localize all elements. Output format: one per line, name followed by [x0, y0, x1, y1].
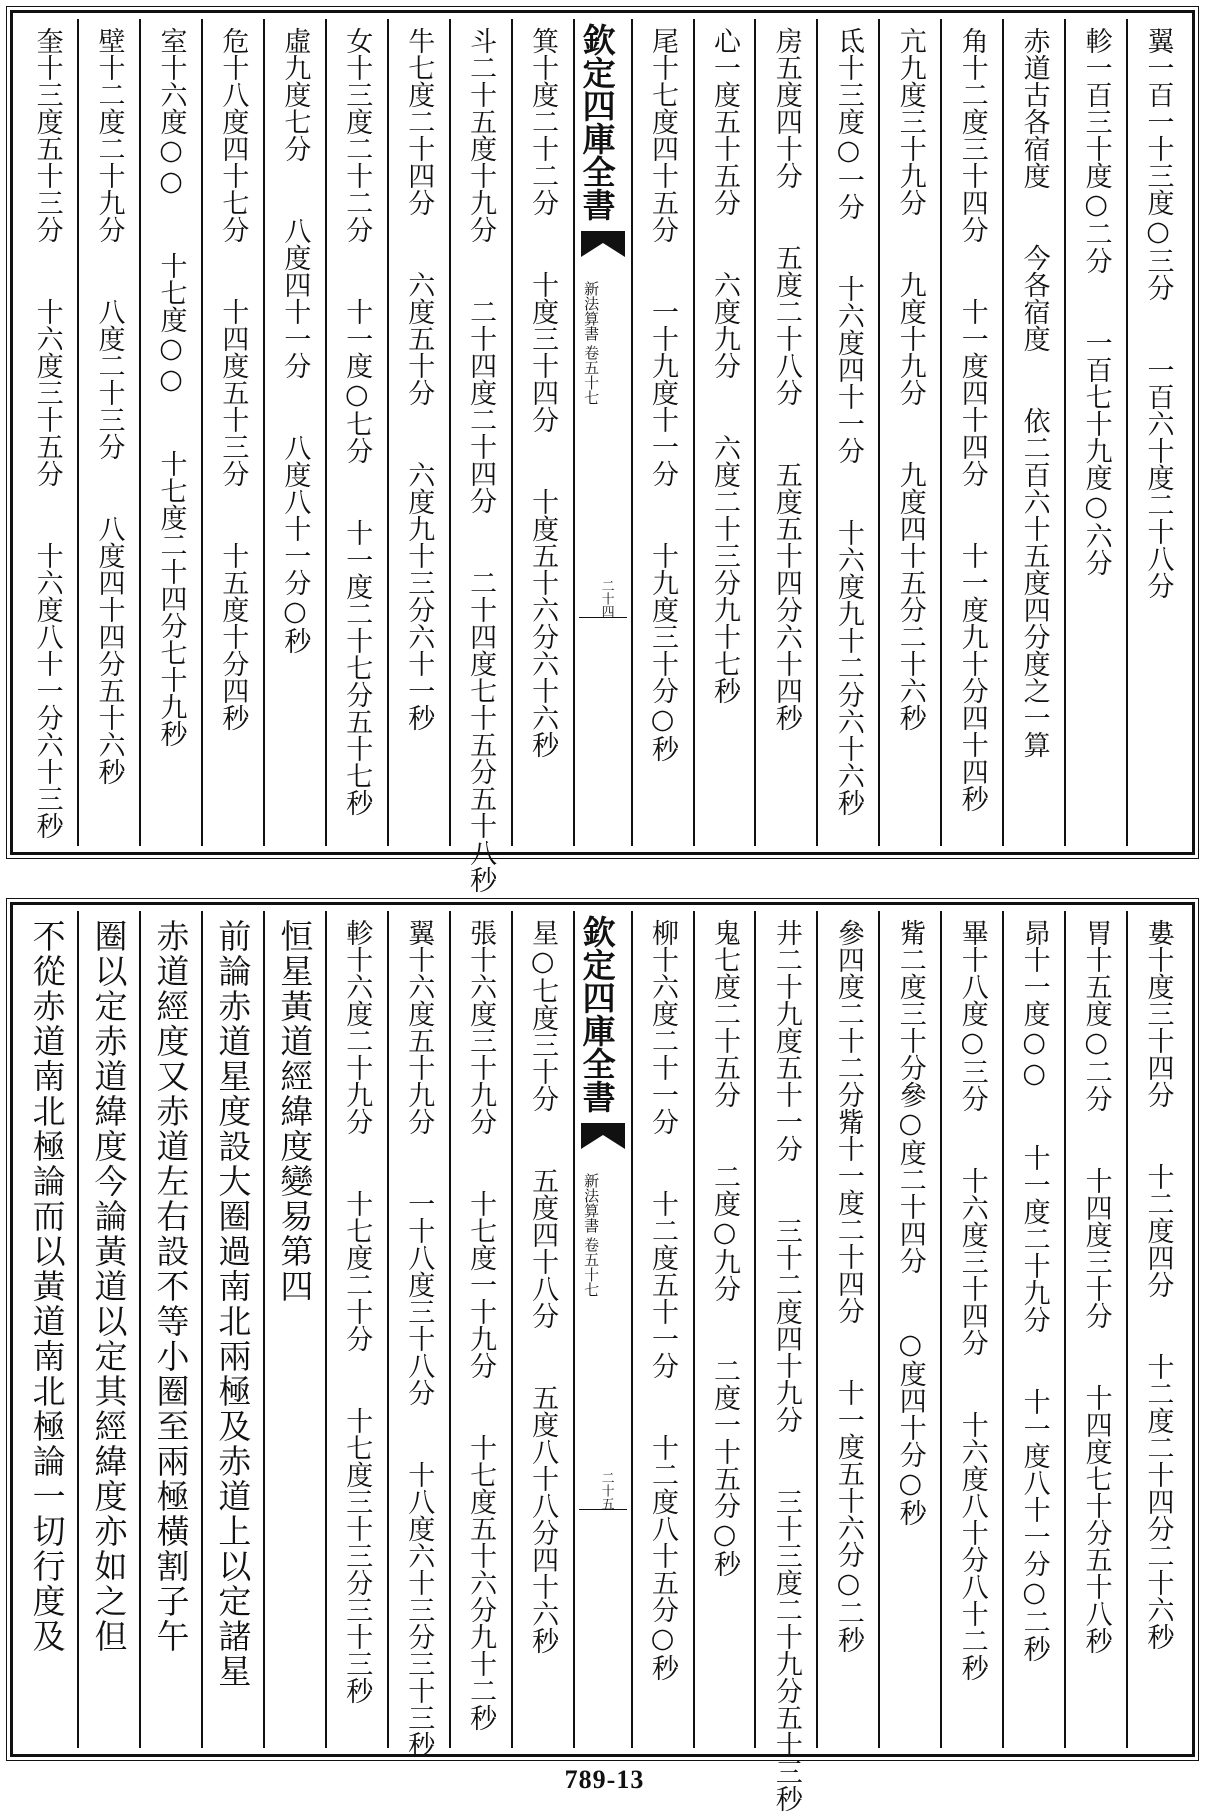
top-column: [387, 19, 449, 846]
fishtail-mark-icon: [581, 231, 625, 271]
column-segment: 二十四度二十四分: [465, 298, 497, 514]
column-segment: 參四度二十二分觜十一度二十四分: [832, 919, 864, 1324]
bottom-prose-column: [77, 911, 139, 1748]
column-text: [403, 911, 435, 1758]
column-segment: 一十八度三十八分: [403, 1190, 435, 1406]
bottom-column: [878, 911, 940, 1748]
margin-page-number: 二十五: [598, 1471, 614, 1510]
column-segment: 虛九度七分: [279, 27, 311, 162]
column-segment: 赤道古各宿度: [1018, 27, 1050, 189]
column-segment: 十一度五十六分○二秒: [832, 1379, 864, 1653]
page-number: 789-13: [564, 1765, 645, 1794]
column-text: [956, 911, 988, 1748]
column-text: [27, 911, 67, 1748]
top-page-panel: [10, 10, 1195, 893]
column-segment: 八度四十四分五十六秒: [93, 515, 125, 785]
column-segment: 十九度三十分○秒: [647, 542, 679, 762]
column-segment: 六度九分: [708, 271, 740, 379]
top-column: [17, 19, 77, 846]
column-segment: 角十二度三十四分: [956, 27, 988, 243]
top-column: [77, 19, 139, 846]
column-segment: 十二度五十一分: [647, 1190, 679, 1379]
column-segment: 八度四十一分: [279, 217, 311, 379]
column-segment: 十四度五十三分: [217, 298, 249, 487]
column-segment: 十七度五十六分九十二秒: [465, 1434, 497, 1731]
column-segment: 二十四度七十五分五十八秒: [465, 569, 497, 893]
column-segment: 十度三十四分: [527, 271, 559, 433]
column-segment: 三十二度四十九分: [770, 1217, 802, 1433]
column-segment: 恒星黃道經緯度變易第四: [275, 919, 315, 1304]
margin-title: 欽定四庫全書: [577, 915, 617, 1113]
bottom-column: [511, 911, 573, 1748]
top-columns: [17, 19, 1188, 893]
column-segment: 鬼七度二十五分: [708, 919, 740, 1108]
bottom-column: [387, 911, 449, 1758]
column-segment: 十四度七十分五十八秒: [1080, 1384, 1112, 1654]
column-segment: 十六度八十一分六十三秒: [31, 542, 63, 839]
column-text: [151, 911, 191, 1748]
column-text: [1018, 19, 1050, 846]
column-segment: 十一度八十一分○二秒: [1018, 1388, 1050, 1662]
bottom-column: [693, 911, 755, 1748]
top-column: [816, 19, 878, 846]
column-segment: 十七度一十九分: [465, 1190, 497, 1379]
column-segment: 十一度九十分四十四秒: [956, 542, 988, 812]
margin-title: 欽定四庫全書: [577, 23, 617, 221]
column-segment: 箕十度二十二分: [527, 27, 559, 216]
column-text: [31, 19, 63, 846]
column-segment: 二度○九分: [708, 1163, 740, 1302]
column-segment: 胃十五度○二分: [1080, 919, 1112, 1112]
column-segment: 十一度○七分: [341, 298, 373, 464]
column-segment: 柳十六度二十一分: [647, 919, 679, 1135]
column-text: [1018, 911, 1050, 1748]
column-segment: 一百七十九度○六分: [1080, 329, 1112, 576]
fishtail-mark-icon: [581, 1123, 625, 1163]
column-segment: 一十九度十一分: [647, 298, 679, 487]
column-segment: 六度五十分: [403, 271, 435, 406]
bottom-column: [940, 911, 1002, 1748]
column-text: [647, 19, 679, 846]
column-segment: 畢十八度○三分: [956, 919, 988, 1112]
bottom-column: [1002, 911, 1064, 1748]
column-text: [708, 19, 740, 846]
column-segment: 一百六十度二十八分: [1142, 356, 1174, 599]
column-segment: 十二度二十四分二十六秒: [1142, 1353, 1174, 1650]
margin-book-title: [583, 281, 600, 405]
margin-book-line: 卷五十七: [582, 1237, 601, 1297]
bottom-column: [449, 911, 511, 1748]
column-text: [1142, 19, 1174, 846]
column-text: [403, 19, 435, 846]
column-segment: 壁十二度二十九分: [93, 27, 125, 243]
column-segment: 八度八十一分○秒: [279, 434, 311, 654]
column-text: [770, 19, 802, 846]
column-text: [708, 911, 740, 1748]
column-segment: 十一度二十九分: [1018, 1144, 1050, 1333]
column-segment: 十八度六十三分三十三秒: [403, 1461, 435, 1758]
column-segment: 九度十九分: [894, 271, 926, 406]
column-segment: 斗二十五度十九分: [465, 27, 497, 243]
column-text: [341, 911, 373, 1748]
column-text: [275, 911, 315, 1748]
column-segment: 五度四十八分: [527, 1167, 559, 1329]
column-text: [217, 19, 249, 846]
column-segment: 五度八十八分四十六秒: [527, 1384, 559, 1654]
column-segment: 九度四十五分二十六秒: [894, 461, 926, 731]
column-segment: 女十三度二十二分: [341, 27, 373, 243]
column-segment: 六度二十三分九十七秒: [708, 434, 740, 704]
margin-book-title: [583, 1173, 600, 1297]
column-segment: 星○七度三十分: [527, 919, 559, 1112]
column-segment: 五度二十八分: [770, 244, 802, 406]
column-segment: 前論赤道星度設大圈過南北兩極及赤道上以定諸星: [213, 919, 253, 1689]
column-segment: 井二十九度五十一分: [770, 919, 802, 1162]
column-segment: ○度四十分○秒: [894, 1329, 926, 1526]
column-text: [832, 19, 864, 846]
column-text: [832, 911, 864, 1748]
bottom-column: [754, 911, 816, 1812]
column-segment: 十六度九十二分六十六秒: [832, 519, 864, 816]
top-column: [449, 19, 511, 893]
column-segment: 翼十六度五十九分: [403, 919, 435, 1135]
column-text: [647, 911, 679, 1748]
column-text: [770, 911, 802, 1812]
column-text: [956, 19, 988, 846]
column-segment: 十四度三十分: [1080, 1167, 1112, 1329]
margin-rule: [579, 1509, 627, 1510]
bottom-column: [1126, 911, 1188, 1748]
column-segment: 不從赤道南北極論而以黃道南北極論一切行度及: [27, 919, 67, 1654]
column-segment: 十六度八十分八十二秒: [956, 1411, 988, 1681]
bottom-prose-column: [17, 911, 77, 1748]
column-segment: 尾十七度四十五分: [647, 27, 679, 243]
column-text: [93, 19, 125, 846]
column-segment: 軫十六度二十九分: [341, 919, 373, 1135]
bottom-column: [1064, 911, 1126, 1748]
top-center-margin: [573, 19, 631, 846]
top-column: [263, 19, 325, 846]
top-column: [139, 19, 201, 846]
column-segment: 依二百六十五度四分度之一算: [1018, 407, 1050, 758]
margin-book-line: 卷五十七: [582, 345, 601, 405]
margin-book-line: 新法算書: [582, 1173, 601, 1233]
column-segment: 十五度十分四秒: [217, 542, 249, 731]
top-column: [1002, 19, 1064, 846]
column-segment: 十六度三十四分: [956, 1167, 988, 1356]
bottom-center-margin: [573, 911, 631, 1748]
column-segment: 室十六度○○: [155, 27, 187, 197]
column-text: [527, 911, 559, 1748]
column-text: [279, 19, 311, 846]
column-segment: 亢九度三十九分: [894, 27, 926, 216]
top-column: [631, 19, 693, 846]
top-column: [940, 19, 1002, 846]
top-column: [878, 19, 940, 846]
column-text: [341, 19, 373, 846]
column-text: [213, 911, 253, 1748]
top-column: [1064, 19, 1126, 846]
column-segment: 六度九十三分六十一秒: [403, 461, 435, 731]
column-segment: 翼一百一十三度○三分: [1142, 27, 1174, 301]
column-segment: 十六度三十五分: [31, 298, 63, 487]
top-column: [693, 19, 755, 846]
bottom-prose-column: [263, 911, 325, 1748]
column-text: [465, 19, 497, 893]
margin-book-line: 新法算書: [582, 281, 601, 341]
bottom-prose-column: [139, 911, 201, 1748]
column-segment: 牛七度二十四分: [403, 27, 435, 216]
column-segment: 奎十三度五十三分: [31, 27, 63, 243]
margin-rule: [579, 617, 627, 618]
column-segment: 氐十三度○一分: [832, 27, 864, 220]
column-segment: 十六度四十一分: [832, 275, 864, 464]
column-segment: 二度一十五分○秒: [708, 1357, 740, 1577]
top-column: [511, 19, 573, 846]
top-column: [201, 19, 263, 846]
column-text: [1080, 19, 1112, 846]
bottom-column: [816, 911, 878, 1748]
top-column: [1126, 19, 1188, 846]
column-text: [155, 19, 187, 846]
column-segment: 今各宿度: [1018, 244, 1050, 352]
column-text: [1080, 911, 1112, 1748]
top-column: [754, 19, 816, 846]
column-segment: 十七度○○: [155, 252, 187, 395]
top-column: [325, 19, 387, 846]
column-segment: 圈以定赤道緯度今論黃道以定其經緯度亦如之但: [89, 919, 129, 1654]
column-text: [894, 19, 926, 846]
column-text: [89, 911, 129, 1748]
column-segment: 軫一百三十度○二分: [1080, 27, 1112, 274]
column-segment: 十二度八十五分○秒: [647, 1434, 679, 1681]
column-segment: 心一度五十五分: [708, 27, 740, 216]
column-segment: 十七度二十四分七十九秒: [155, 450, 187, 747]
column-segment: 十七度三十三分三十三秒: [341, 1407, 373, 1704]
column-segment: 張十六度三十九分: [465, 919, 497, 1135]
bottom-column: [631, 911, 693, 1748]
bottom-column: [325, 911, 387, 1748]
column-segment: 十度五十六分六十六秒: [527, 488, 559, 758]
column-segment: 房五度四十分: [770, 27, 802, 189]
column-segment: 五度五十四分六十四秒: [770, 461, 802, 731]
column-segment: 危十八度四十七分: [217, 27, 249, 243]
column-text: [894, 911, 926, 1748]
column-segment: 十二度四分: [1142, 1163, 1174, 1298]
column-segment: 昴十一度○○: [1018, 919, 1050, 1089]
column-text: [527, 19, 559, 846]
column-segment: 三十三度二十九分五十三秒: [770, 1488, 802, 1812]
column-segment: 十一度四十四分: [956, 298, 988, 487]
column-segment: 八度二十三分: [93, 298, 125, 460]
column-text: [465, 911, 497, 1748]
margin-page-number: 二十四: [598, 579, 614, 618]
bottom-prose-column: [201, 911, 263, 1748]
column-segment: 十一度二十七分五十七秒: [341, 519, 373, 816]
column-segment: 赤道經度又赤道左右設不等小圈至兩極橫割子午: [151, 919, 191, 1654]
column-segment: 觜二度三十分參○度二十四分: [894, 919, 926, 1274]
column-segment: 十七度二十分: [341, 1190, 373, 1352]
column-segment: 婁十度三十四分: [1142, 919, 1174, 1108]
column-text: [1142, 911, 1174, 1748]
